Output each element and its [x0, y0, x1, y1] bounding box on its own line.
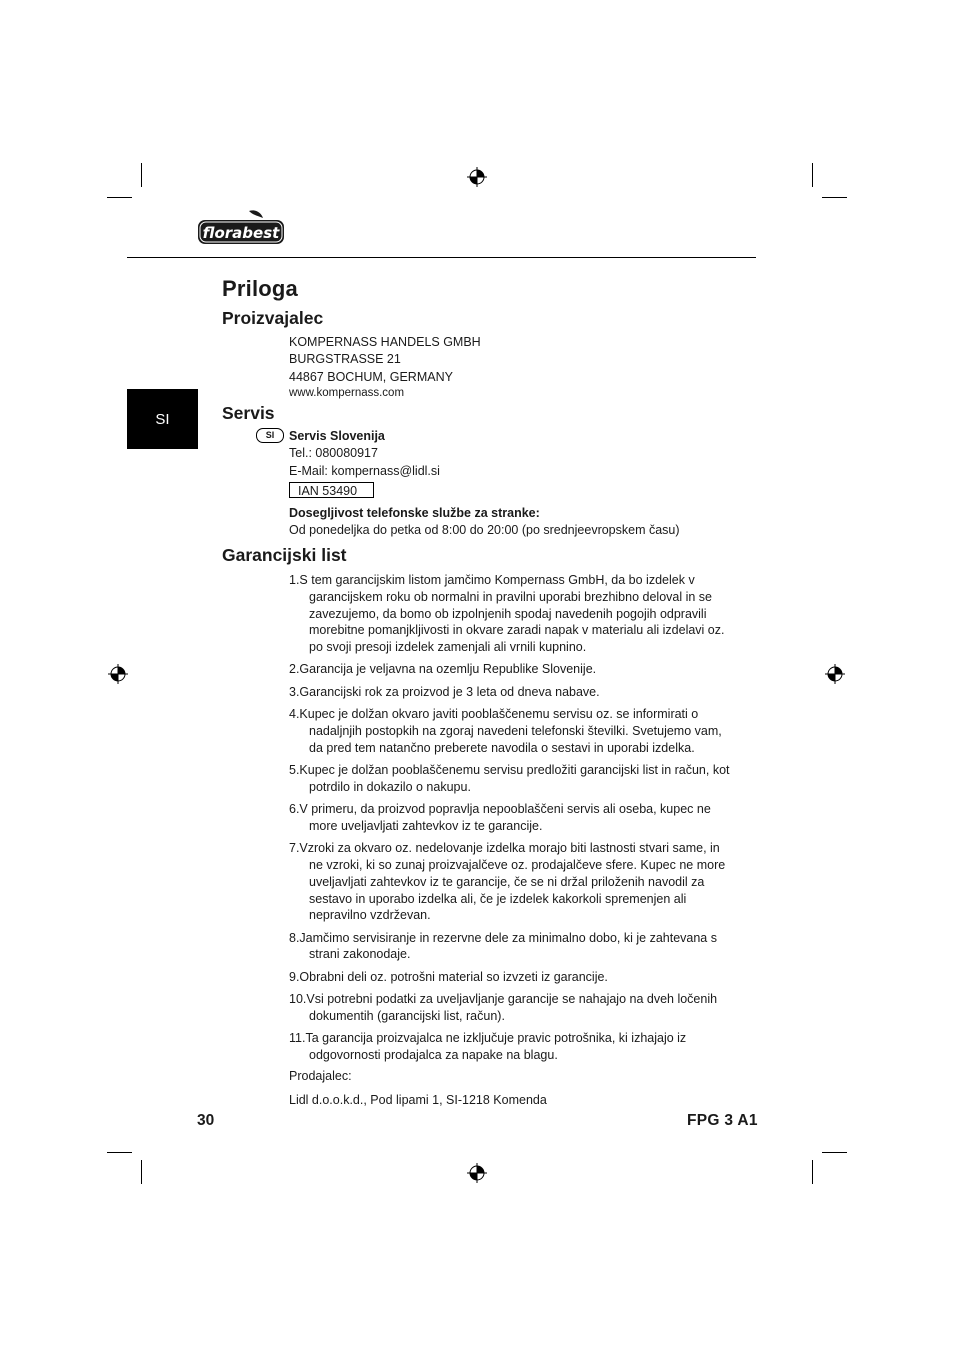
list-item: 7.Vzroki za okvaro oz. nedelovanje izdelka morajo biti lastnosti stvari same, in ne vzroki, ki so zunaj proizvajalčeve oz. prodajalčeve sfere. Kupec ne more uveljavljati zahtevkov iz te garancije, če se ni držal priloženih navodil za sestavo in uporabo izdelka ali, če je izdelek kakorkoli spremenjen ali nepravilno vzdrževan. [289, 841, 726, 923]
manufacturer-line: KOMPERNASS HANDELS GMBH [289, 335, 481, 349]
list-item: 8.Jamčimo servisiranje in rezervne dele za minimalno dobo, ki je zahtevana s strani zakonodaje. [289, 930, 717, 962]
warranty-heading: Garancijski list [222, 545, 347, 565]
service-tel: Tel.: 080080917 [289, 446, 378, 460]
availability-heading: Dosegljivost telefonske službe za stranke: [289, 506, 540, 520]
crop-mark [822, 197, 847, 198]
page-number: 30 [197, 1112, 215, 1129]
crop-mark [812, 163, 813, 187]
list-item: 9.Obrabni deli oz. potrošni material so izvzeti iz garancije. [289, 969, 608, 984]
crop-mark [107, 1152, 132, 1153]
manufacturer-website: www.kompernass.com [289, 387, 405, 399]
header-rule [127, 257, 756, 258]
manufacturer-line: 44867 BOCHUM, GERMANY [289, 370, 453, 384]
list-item: 1.S tem garancijskim listom jamčimo Kompernass GmbH, da bo izdelek v garancijskem roku ob normalni in pravilni uporabi brezhibno deloval in se zavezujemo, da bomo ob izpolnjenih spodaj navedenih pogojih odpravili morebitne pomanjkljivosti in okvare zaradi napak v materialu ali izdelavi oz. po svoji presoji izdelek zamenjali ali vrnili kupnino. [289, 573, 725, 655]
crop-mark [822, 1152, 847, 1153]
service-name: Servis Slovenija [289, 429, 385, 443]
registration-mark-icon [467, 167, 487, 187]
seller-address: Lidl d.o.o.k.d., Pod lipami 1, SI-1218 Komenda [289, 1093, 547, 1107]
crop-mark [141, 163, 142, 187]
logo-text: florabest [202, 224, 280, 242]
list-item: 11.Ta garancija proizvajalca ne izključuje pravic potrošnika, ki izhajajo iz odgovornosti prodajalca za napake na blagu. [289, 1031, 687, 1062]
crop-mark [141, 1160, 142, 1184]
manufacturer-line: BURGSTRASSE 21 [289, 352, 401, 366]
country-badge: SI [256, 428, 284, 443]
registration-mark-icon [825, 664, 845, 684]
ian-box: IAN 53490 [289, 482, 374, 498]
list-item: 6.V primeru, da proizvod popravlja nepooblaščeni servis ali oseba, kupec ne more uveljavljati zahtevkov iz te garancije. [289, 802, 711, 833]
list-item: 2.Garancija je veljavna na ozemlju Republike Slovenije. [289, 662, 597, 677]
registration-mark-icon [467, 1163, 487, 1183]
warranty-list [289, 572, 734, 1069]
availability-text: Od ponedeljka do petka od 8:00 do 20:00 (po srednjeevropskem času) [289, 523, 680, 537]
page-title: Priloga [222, 276, 298, 301]
florabest-logo [197, 209, 285, 245]
crop-mark [107, 197, 132, 198]
registration-mark-icon [108, 664, 128, 684]
seller-label: Prodajalec: [289, 1069, 352, 1083]
list-item: 3.Garancijski rok za proizvod je 3 leta od dneva nabave. [289, 684, 600, 699]
language-tab-label: SI [155, 410, 170, 428]
model-number: FPG 3 A1 [687, 1112, 758, 1129]
list-item: 10.Vsi potrebni podatki za uveljavljanje garancije se nahajajo na dveh ločenih dokumentih (garancijski list, račun). [289, 992, 718, 1023]
manufacturer-heading: Proizvajalec [222, 308, 324, 328]
list-item: 5.Kupec je dolžan pooblaščenemu servisu predložiti garancijski list in račun, kot potrdilo in dokazilo o nakupu. [289, 762, 730, 794]
list-item: 4.Kupec je dolžan okvaro javiti pooblaščenemu servisu oz. se informirati o nadaljnjih postopkih na zgoraj navedeni telefonski številki. Svetujemo vam, da pred tem natančno preberete navodila o sestavi in uporabi izdelka. [289, 707, 722, 755]
language-tab [127, 389, 198, 449]
service-email: E-Mail: kompernass@lidl.si [289, 464, 440, 478]
crop-mark [812, 1160, 813, 1184]
service-heading: Servis [222, 403, 275, 423]
